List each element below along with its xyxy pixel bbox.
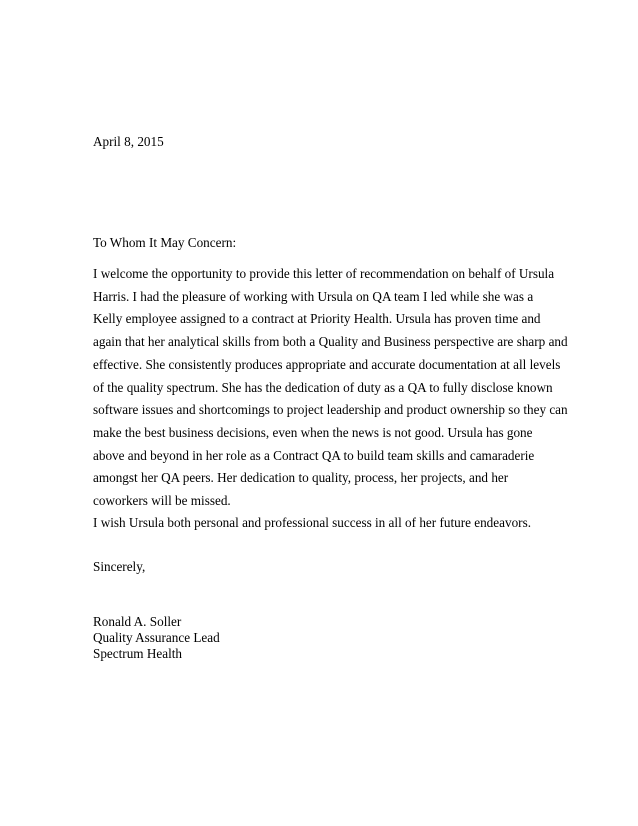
body-line: coworkers will be missed. [93,493,231,509]
letter-body-paragraph [93,263,568,513]
signer-organization: Spectrum Health [93,646,182,661]
letter-salutation: To Whom It May Concern: [93,235,237,250]
body-line: amongst her QA peers. Her dedication to quality, process, her projects, and her [93,470,509,486]
letter-closing-paragraph: I wish Ursula both personal and professional success in all of her future endeavors. [93,515,531,530]
signer-title: Quality Assurance Lead [93,630,220,645]
signer-name: Ronald A. Soller [93,614,182,629]
body-line: of the quality spectrum. She has the dedication of duty as a QA to fully disclose known [93,379,553,395]
body-line: above and beyond in her role as a Contract QA to build team skills and camaraderie [93,447,535,463]
body-line: Harris. I had the pleasure of working with Ursula on QA team I led while she was a [93,288,534,304]
body-line: effective. She consistently produces appropriate and accurate documentation at all levels [93,356,561,372]
letter-signoff: Sincerely, [93,559,146,574]
body-line: again that her analytical skills from both a Quality and Business perspective are sharp and [93,334,568,350]
body-line: make the best business decisions, even when the news is not good. Ursula has gone [93,424,533,440]
body-line: software issues and shortcomings to project leadership and product ownership so they can [93,402,568,418]
body-line: Kelly employee assigned to a contract at Priority Health. Ursula has proven time and [93,311,541,327]
letter-date: April 8, 2015 [93,134,164,149]
signature-block [93,614,220,662]
body-line: I welcome the opportunity to provide this letter of recommendation on behalf of Ursula [93,266,555,281]
